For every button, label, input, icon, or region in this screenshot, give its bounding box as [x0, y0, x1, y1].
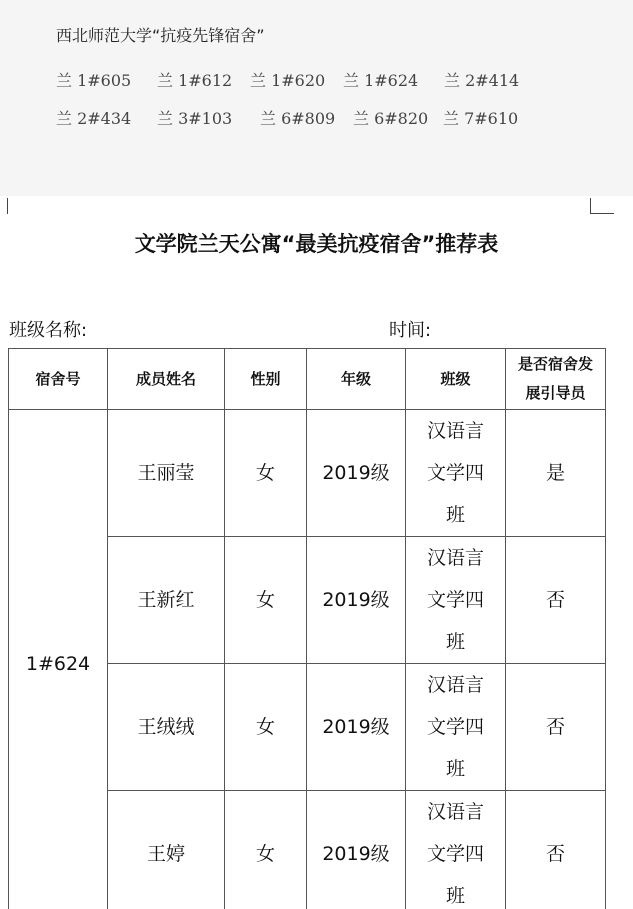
- header-name: 成员姓名: [108, 349, 225, 410]
- header-guide: [506, 349, 606, 410]
- recommendation-table: [8, 348, 606, 909]
- member-grade: 2019级: [307, 537, 406, 664]
- header-class: 班级: [406, 349, 506, 410]
- notice-section: [0, 0, 633, 196]
- member-class: [406, 410, 506, 537]
- dorm-entry: 兰 1#612: [157, 71, 233, 90]
- form-title: 文学院兰天公寓“最美抗疫宿舍”推荐表: [134, 232, 499, 256]
- class-line: 汉语言: [426, 801, 484, 823]
- member-name: 王丽莹: [108, 410, 225, 537]
- member-guide: 否: [506, 537, 606, 664]
- class-line: 班: [445, 758, 465, 780]
- dorm-entry: 兰 1#620: [250, 71, 326, 90]
- class-line: 班: [445, 504, 465, 526]
- member-gender: 女: [225, 791, 307, 909]
- member-gender: 女: [225, 664, 307, 791]
- member-gender: 女: [225, 537, 307, 664]
- member-guide: 否: [506, 664, 606, 791]
- header-grade: 年级: [307, 349, 406, 410]
- dorm-number-cell: 1#624: [9, 410, 108, 909]
- table-row: [9, 410, 606, 537]
- class-line: 文学四: [426, 716, 484, 738]
- member-grade: 2019级: [307, 664, 406, 791]
- time-label: 时间:: [389, 320, 432, 341]
- dorm-entry: 兰 1#605: [56, 71, 132, 90]
- dorm-entry: 兰 3#103: [157, 109, 233, 128]
- member-class: [406, 664, 506, 791]
- dorm-entry: 兰 2#414: [444, 71, 520, 90]
- header-guide-line1: 是否宿舍发: [517, 355, 593, 373]
- class-line: 文学四: [426, 843, 484, 865]
- member-name: 王婷: [108, 791, 225, 909]
- member-name: 王新红: [108, 537, 225, 664]
- header-guide-line2: 展引导员: [525, 384, 586, 402]
- notice-title: 西北师范大学“抗疫先锋宿舍”: [56, 26, 265, 45]
- class-line: 汉语言: [426, 674, 484, 696]
- member-guide: 是: [506, 410, 606, 537]
- page-corner-mark-left: [7, 198, 8, 214]
- member-class: [406, 537, 506, 664]
- page-corner-mark-right: [590, 198, 614, 214]
- class-line: 文学四: [426, 462, 484, 484]
- member-grade: 2019级: [307, 791, 406, 909]
- class-line: 班: [445, 631, 465, 653]
- header-gender: 性别: [225, 349, 307, 410]
- table-header-row: [9, 349, 606, 410]
- dorm-entry: 兰 6#809: [260, 109, 336, 128]
- class-line: 班: [445, 885, 465, 907]
- class-line: 汉语言: [426, 547, 484, 569]
- dorm-entry: 兰 1#624: [343, 71, 419, 90]
- member-gender: 女: [225, 410, 307, 537]
- dorm-entry: 兰 2#434: [56, 109, 132, 128]
- dorm-entry: 兰 6#820: [353, 109, 429, 128]
- member-guide: 否: [506, 791, 606, 909]
- header-dorm: 宿舍号: [9, 349, 108, 410]
- class-name-label: 班级名称:: [9, 320, 88, 341]
- dorm-entry: 兰 7#610: [443, 109, 519, 128]
- member-name: 王绒绒: [108, 664, 225, 791]
- member-grade: 2019级: [307, 410, 406, 537]
- class-line: 文学四: [426, 589, 484, 611]
- class-line: 汉语言: [426, 420, 484, 442]
- member-class: [406, 791, 506, 909]
